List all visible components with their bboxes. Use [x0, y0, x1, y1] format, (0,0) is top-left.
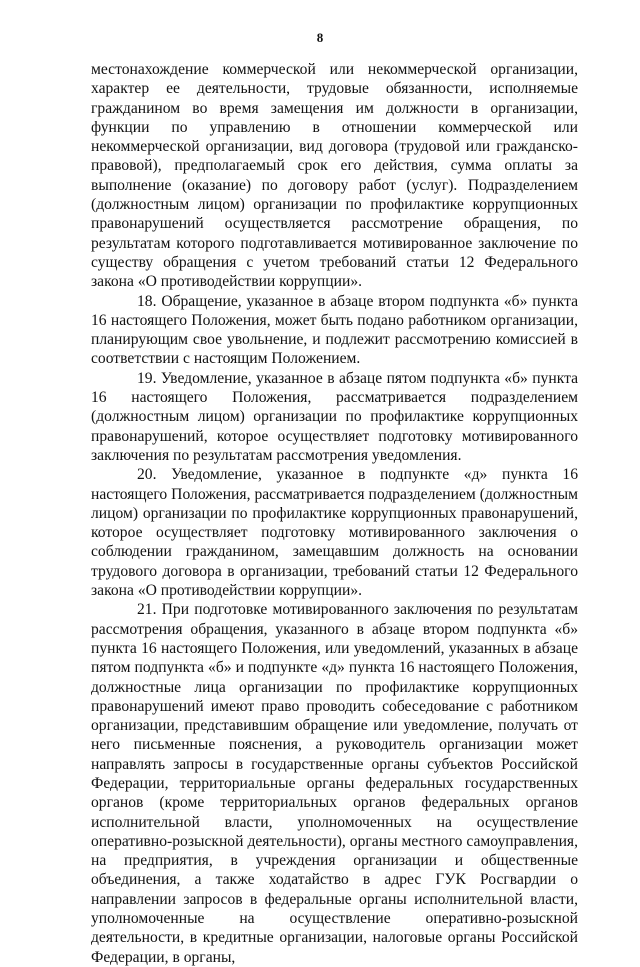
paragraph-21: 21. При подготовке мотивированного заключения по результатам рассмотрения обращения, указанного в абзаце втором подпункта «б» пункта 16 настоящего Положения, или уведомлений, указанных в абзаце пятом подпункта «б» и подпункте «д» пункта 16 настоящего Положения, должностные лица организации по профилактике коррупционных правонарушений имеют право проводить собеседование с работником организации, представившим обращение или уведомление, получать от него письменные пояснения, а руководитель организации может направлять запросы в государственные органы субъектов Российской Федерации, территориальные органы федеральных государственных органов (кроме территориальных органов федеральных органов исполнительной власти, уполномоченных на осуществление оперативно-розыскной деятельности), органы местного самоуправления, на предприятия, в учреждения организации и общественные объединения, а также ходатайство в адрес ГУК Росгвардии о направлении запросов в федеральные органы исполнительной власти, уполномоченные на осуществление оперативно-розыскной деятельности, в кредитные организации, налоговые органы Российской Федерации, в органы,: [91, 601, 578, 966]
page-number: 8: [316, 30, 324, 45]
document-body: [91, 60, 578, 967]
paragraph-20: 20. Уведомление, указанное в подпункте «д» пункта 16 настоящего Положения, рассматривается подразделением (должностным лицом) организации по профилактике коррупционных правонарушений, которое осуществляет подготовку мотивированного заключения о соблюдении гражданином, замещавшим должность на основании трудового договора в организации, требований статьи 12 Федерального закона «О противодействии коррупции».: [91, 466, 578, 600]
paragraph-18: 18. Обращение, указанное в абзаце втором подпункта «б» пункта 16 настоящего Положения, может быть подано работником организации, планирующим свое увольнение, и подлежит рассмотрению комиссией в соответствии с настоящим Положением.: [91, 292, 578, 368]
paragraph-continuation: местонахождение коммерческой или некоммерческой организации, характер ее деятельности, трудовые обязанности, исполняемые гражданином во время замещения им должности в организации, функции по управлению в отношении коммерческой или некоммерческой организации, вид договора (трудовой или гражданско-правовой), предполагаемый срок его действия, сумма оплаты за выполнение (оказание) по договору работ (услуг). Подразделением (должностным лицом) организации по профилактике коррупционных правонарушений осуществляется рассмотрение обращения, по результатам которого подготавливается мотивированное заключение по существу обращения с учетом требований статьи 12 Федерального закона «О противодействии коррупции».: [91, 61, 578, 291]
paragraph-19: 19. Уведомление, указанное в абзаце пятом подпункта «б» пункта 16 настоящего Положения, рассматривается подразделением (должностным лицом) организации по профилактике коррупционных правонарушений, которое осуществляет подготовку мотивированного заключения по результатам рассмотрения уведомления.: [91, 369, 578, 464]
